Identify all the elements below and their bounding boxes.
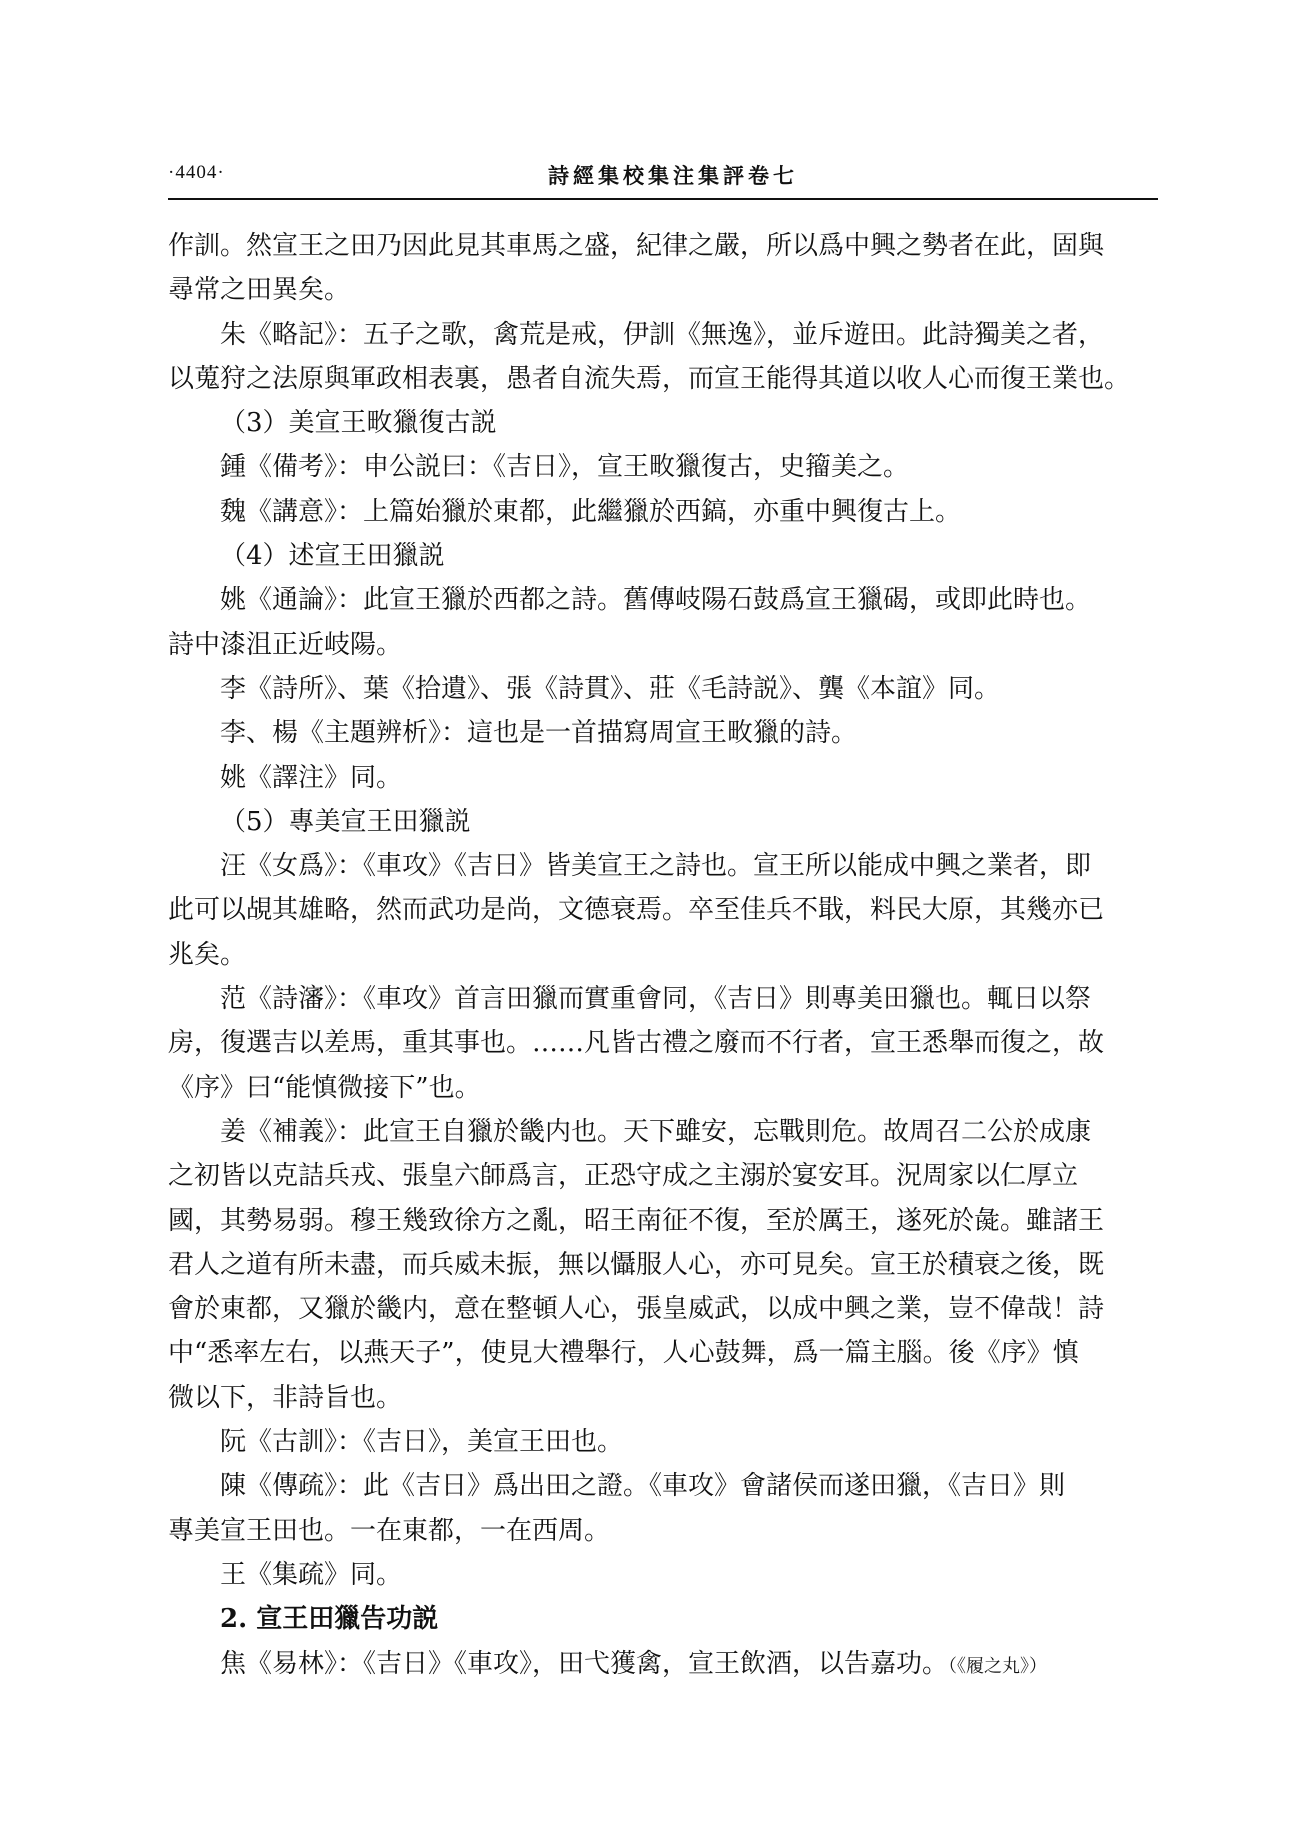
text-line: 魏《講意》：上篇始獵於東都，此繼獵於西鎬，亦重中興復古上。 bbox=[220, 496, 962, 527]
page-header bbox=[168, 160, 1158, 200]
section-heading: 2. 宣王田獵告功説 bbox=[220, 1604, 439, 1635]
running-title: 詩經集校集注集評卷七 bbox=[548, 163, 798, 188]
section-heading: （4）述宣王田獵説 bbox=[220, 541, 445, 572]
text-line: 姜《補義》：此宣王自獵於畿内也。天下雖安，忘戰則危。故周召二公於成康 bbox=[220, 1116, 1092, 1147]
text-line: 王《集疏》同。 bbox=[220, 1559, 403, 1590]
text-line: 李《詩所》、葉《拾遺》、張《詩貫》、莊《毛詩説》、龔《本誼》同。 bbox=[220, 673, 1001, 704]
text-line bbox=[168, 1642, 1158, 1689]
text-line: 朱《略記》：五子之歌，禽荒是戒，伊訓《無逸》，並斥遊田。此詩獨美之者， bbox=[220, 319, 1105, 350]
section-heading: （3）美宣王畋獵復古説 bbox=[220, 408, 497, 439]
text-line: 國，其勢易弱。穆王幾致徐方之亂，昭王南征不復，至於厲王，遂死於彘。雖諸王 bbox=[168, 1205, 1105, 1236]
text-line: 專美宣王田也。一在東都，一在西周。 bbox=[168, 1515, 611, 1546]
text-line: 房，復選吉以差馬，重其事也。……凡皆古禮之廢而不行者，宣王悉舉而復之，故 bbox=[168, 1028, 1105, 1059]
text-line: 姚《通論》：此宣王獵於西都之詩。舊傳岐陽石鼓爲宣王獵碣，或即此時也。 bbox=[220, 585, 1092, 616]
text-line: 作訓。然宣王之田乃因此見其車馬之盛，紀律之嚴，所以爲中興之勢者在此，固與 bbox=[168, 231, 1105, 261]
text-line: 君人之道有所未盡，而兵威未振，無以懾服人心，亦可見矣。宣王於積衰之後，既 bbox=[168, 1249, 1105, 1280]
text-line: 微以下，非詩旨也。 bbox=[168, 1382, 403, 1413]
page-number: ·4404· bbox=[168, 162, 225, 183]
text-line: 陳《傳疏》：此《吉日》爲出田之證。《車攻》會諸侯而遂田獵，《吉日》則 bbox=[220, 1471, 1066, 1502]
text-line: 范《詩瀋》：《車攻》首言田獵而實重會同，《吉日》則專美田獵也。輒日以祭 bbox=[220, 984, 1092, 1015]
body-text bbox=[168, 224, 1158, 1689]
header-rule bbox=[168, 198, 1158, 200]
text-line: 詩中漆沮正近岐陽。 bbox=[168, 629, 403, 660]
text-line: 中“悉率左右，以燕天子”，使見大禮舉行，人心鼓舞，爲一篇主腦。後《序》慎 bbox=[168, 1338, 1079, 1369]
text-line: 李、楊《主題辨析》：這也是一首描寫周宣王畋獵的詩。 bbox=[220, 718, 858, 749]
text-line: 之初皆以克詰兵戎、張皇六師爲言，正恐守成之主溺於宴安耳。況周家以仁厚立 bbox=[168, 1161, 1079, 1192]
section-heading: （5）專美宣王田獵説 bbox=[220, 806, 471, 837]
text-line: 姚《譯注》同。 bbox=[220, 762, 403, 793]
text-line-main: 焦《易林》：《吉日》《車攻》，田弋獲禽，宣王飲酒，以告嘉功。 bbox=[220, 1648, 949, 1679]
source-note: （《履之丸》） bbox=[948, 1655, 1048, 1677]
text-line: 會於東都，又獵於畿内，意在整頓人心，張皇威武，以成中興之業，豈不偉哉！詩 bbox=[168, 1294, 1105, 1325]
text-line: 阮《古訓》：《吉日》，美宣王田也。 bbox=[220, 1427, 624, 1458]
text-line: 鍾《備考》：申公説曰：《吉日》，宣王畋獵復古，史籀美之。 bbox=[220, 452, 910, 483]
text-line: 尋常之田異矣。 bbox=[168, 275, 351, 306]
text-line: 兆矣。 bbox=[168, 939, 247, 970]
text-line: 《序》曰“能慎微接下”也。 bbox=[168, 1072, 481, 1103]
text-line: 以蒐狩之法原與軍政相表裏，愚者自流失焉，而宣王能得其道以收人心而復王業也。 bbox=[168, 363, 1131, 394]
text-line: 汪《女爲》：《車攻》《吉日》皆美宣王之詩也。宣王所以能成中興之業者，即 bbox=[220, 851, 1092, 882]
text-line: 此可以覘其雄略，然而武功是尚，文德衰焉。卒至佳兵不戢，料民大原，其幾亦已 bbox=[168, 895, 1105, 926]
